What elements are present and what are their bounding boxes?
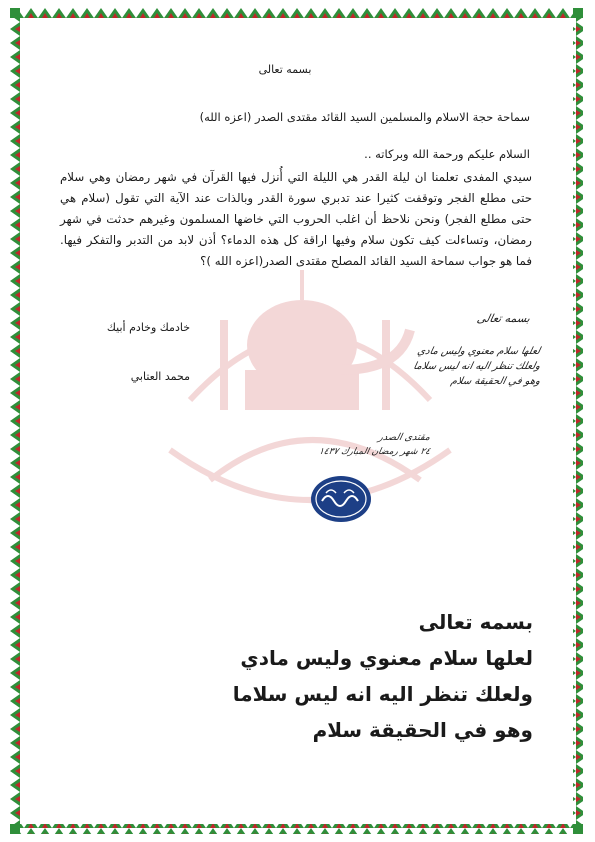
letter-body: سيدي المفدى تعلمنا ان ليلة القدر هي الليلة التي أُنزل فيها القرآن في شهر رمضان وهي سلام حتى مطلع الفجر وتوقفت كثيرا عند تدبري سورة القدر وبالذات عند الآية التي تقول (سلام هي حتى مطلع الفجر) ونحن نلاحظ أن اغلب الحروب التي خاضها المسلمون وغيرهم حدثت في شهر رمضان، وتساءلت كيف تكون سلام وفيها اراقة كل هذه الدماء؟ أذن لابد من التدبر والتفكر فيها. فما هو جواب سماحة السيد القائد المصلح مقتدى الصدر(اعزه الله )؟ [60, 170, 532, 268]
handwritten-line-3: وهو في الحقيقة سلام [449, 376, 542, 387]
official-seal [310, 475, 372, 523]
handwritten-signature: مقتدى الصدر [377, 432, 432, 443]
handwritten-line-1: لعلها سلام معنوي وليس مادي [416, 346, 542, 357]
letter-greeting: السلام عليكم ورحمة الله وبركاته .. [364, 147, 530, 161]
typed-reply-line-2: لعلها سلام معنوي وليس مادي [240, 646, 533, 670]
letter-sender: محمد العتابي [130, 370, 190, 383]
typed-reply-line-1: بسمه تعالى [418, 610, 533, 634]
typed-reply-line-3: ولعلك تنظر اليه انه ليس سلاما [232, 682, 533, 706]
handwritten-date: ٢٤ شهر رمضان المبارك ١٤٣٧ [317, 447, 432, 457]
letter-bismillah: بسمه تعالى [258, 63, 312, 76]
letter-addressee: سماحة حجة الاسلام والمسلمين السيد القائد مقتدى الصدر (اعزه الله) [199, 110, 530, 124]
letter-closing: خادمك وخادم أبيك [106, 321, 190, 334]
typed-reply-line-4: وهو في الحقيقة سلام [312, 718, 533, 742]
handwritten-line-2: ولعلك تنظر اليه انه ليس سلاما [412, 361, 542, 372]
seal-stamp-icon [310, 475, 372, 523]
handwritten-salutation: بسمه تعالى [475, 312, 532, 325]
